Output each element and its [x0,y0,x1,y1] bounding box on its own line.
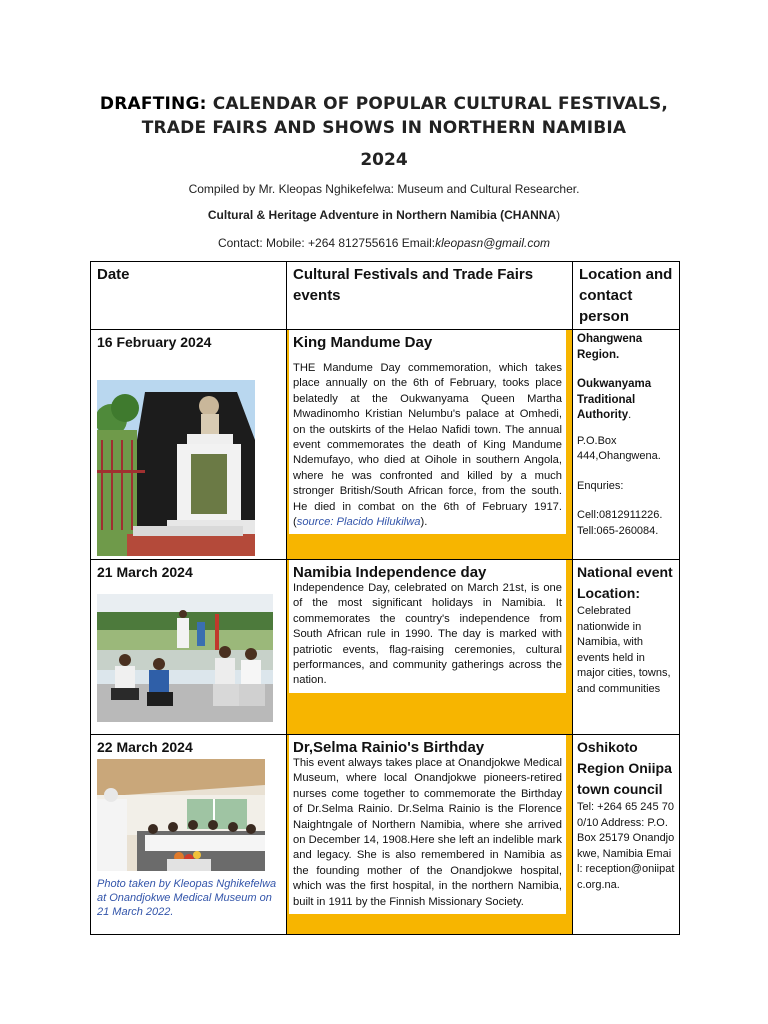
header-date: Date [91,262,287,330]
document-title-line2: TRADE FAIRS AND SHOWS IN NORTHERN NAMIBIA [141,118,627,138]
header-location: Location and contact person [573,262,680,330]
location-cell [573,330,680,560]
source-link[interactable]: source: Placido Hilukilwa [296,516,421,529]
event-description: Independence Day, celebrated on March 21st, is one of the most significant holidays in Namibia. It commemorates the country's independence from South African rule in 1990. The day is marked with patriotic events, flag-raising ceremonies, cultural performances, and community gatherings across the nation. [293,582,562,687]
photo-caption: Photo taken by Kleopas Nghikefelwa at Onandjokwe Medical Museum on 21 March 2022. [97,878,277,918]
table-row [91,560,680,735]
event-content [289,735,566,914]
event-description [293,361,562,530]
date-cell [91,330,287,560]
event-cell [287,735,573,935]
document-title-line1 [0,94,768,114]
event-description: This event always takes place at Onandjokwe Medical Museum, where local Onandjokwe pioneers-retired nurses come together to commemorate the Birthday of Dr.Selma Rainio. Dr.Selma Rainio is the Florence Naightngale of Northern Namibia, where she arrived on December 14, 1908.Here she left an indelible mark and legacy. She is also remembered in Namibia as the founding mother of the Onandjokwe hospital, which was the first hospital, in the northern Namibia, built in 1911 by the Finnish Missionary Society. [293,757,562,908]
location-region: Ohangwena Region. [577,333,643,361]
organization [0,208,768,222]
contact-line [0,236,768,250]
location-title: National event Location: [577,564,673,601]
mandume-monument-photo [97,380,255,556]
event-date: 21 March 2024 [97,564,193,580]
independence-day-photo [97,594,273,722]
location-cell [573,560,680,735]
table-row [91,735,680,935]
event-description-text: THE Mandume Day commemoration, which takes place annually on the 6th of February, tooks place belatedly at the Oukwanyama Queen Martha Mwadinomho Kristian Nelumbu's palace at Omhedi, on the outskirts of the Helao Nafidi town. The annual event commemorates the death of King Mandume Ndemufayo, who died at Oihole in southern Angola, where he was confronted and killed by a much stronger British/South African force, from the south. He died in combat on the 6th of February 1917.( [293,362,562,529]
location-enquiries: Enquries: [577,479,624,492]
location-authority-name: Oukwanyama Traditional Authority [577,378,652,421]
location-po-box: P.O.Box 444,Ohangwena. [577,434,661,462]
date-cell [91,560,287,735]
event-description-end: ). [420,516,428,529]
compiled-by: Compiled by Mr. Kleopas Nghikefelwa: Museum and Cultural Researcher. [188,182,580,196]
event-title: Namibia Independence day [293,564,487,581]
location-authority-end: . [628,409,632,421]
event-date: 16 February 2024 [97,334,212,350]
header-events: Cultural Festivals and Trade Fairs events [287,262,573,330]
event-date: 22 March 2024 [97,739,193,755]
festival-calendar-table [90,261,680,935]
date-cell [91,735,287,935]
location-cell [573,735,680,935]
contact-email[interactable]: kleopasn@gmail.com [435,236,551,250]
event-cell [287,560,573,735]
drafting-label: DRAFTING: [99,94,207,114]
organization-close: ) [556,208,561,222]
table-header-row [91,262,680,330]
location-cell-phone: Cell:0812911226. [577,509,663,521]
contact-mobile: Contact: Mobile: +264 812755616 Email: [217,236,436,250]
location-title: Oshikoto Region Oniipa town council [577,739,672,797]
event-title: Dr,Selma Rainio's Birthday [293,739,485,756]
organization-name: Cultural & Heritage Adventure in Northern Namibia (CHANNA [207,208,557,222]
title-text-1: CALENDAR OF POPULAR CULTURAL FESTIVALS, [206,94,669,114]
event-title: King Mandume Day [293,334,433,351]
table-row [91,330,680,560]
document-year: 2024 [360,150,408,170]
location-contact: Tel: +264 65 245 700/10 Address: P.O.Box 25179 Onandjokwe, Namibia Email: reception@oniipat c.org.na. [577,801,675,891]
location-authority [577,377,675,424]
location-tel: Tell:065-260084. [577,524,659,537]
event-cell [287,330,573,560]
selma-rainio-photo [97,759,265,871]
event-content [289,330,566,534]
location-description: Celebrated nationwide in Namibia, with events held in major cities, towns, and communities [577,605,671,695]
event-content [289,560,566,693]
